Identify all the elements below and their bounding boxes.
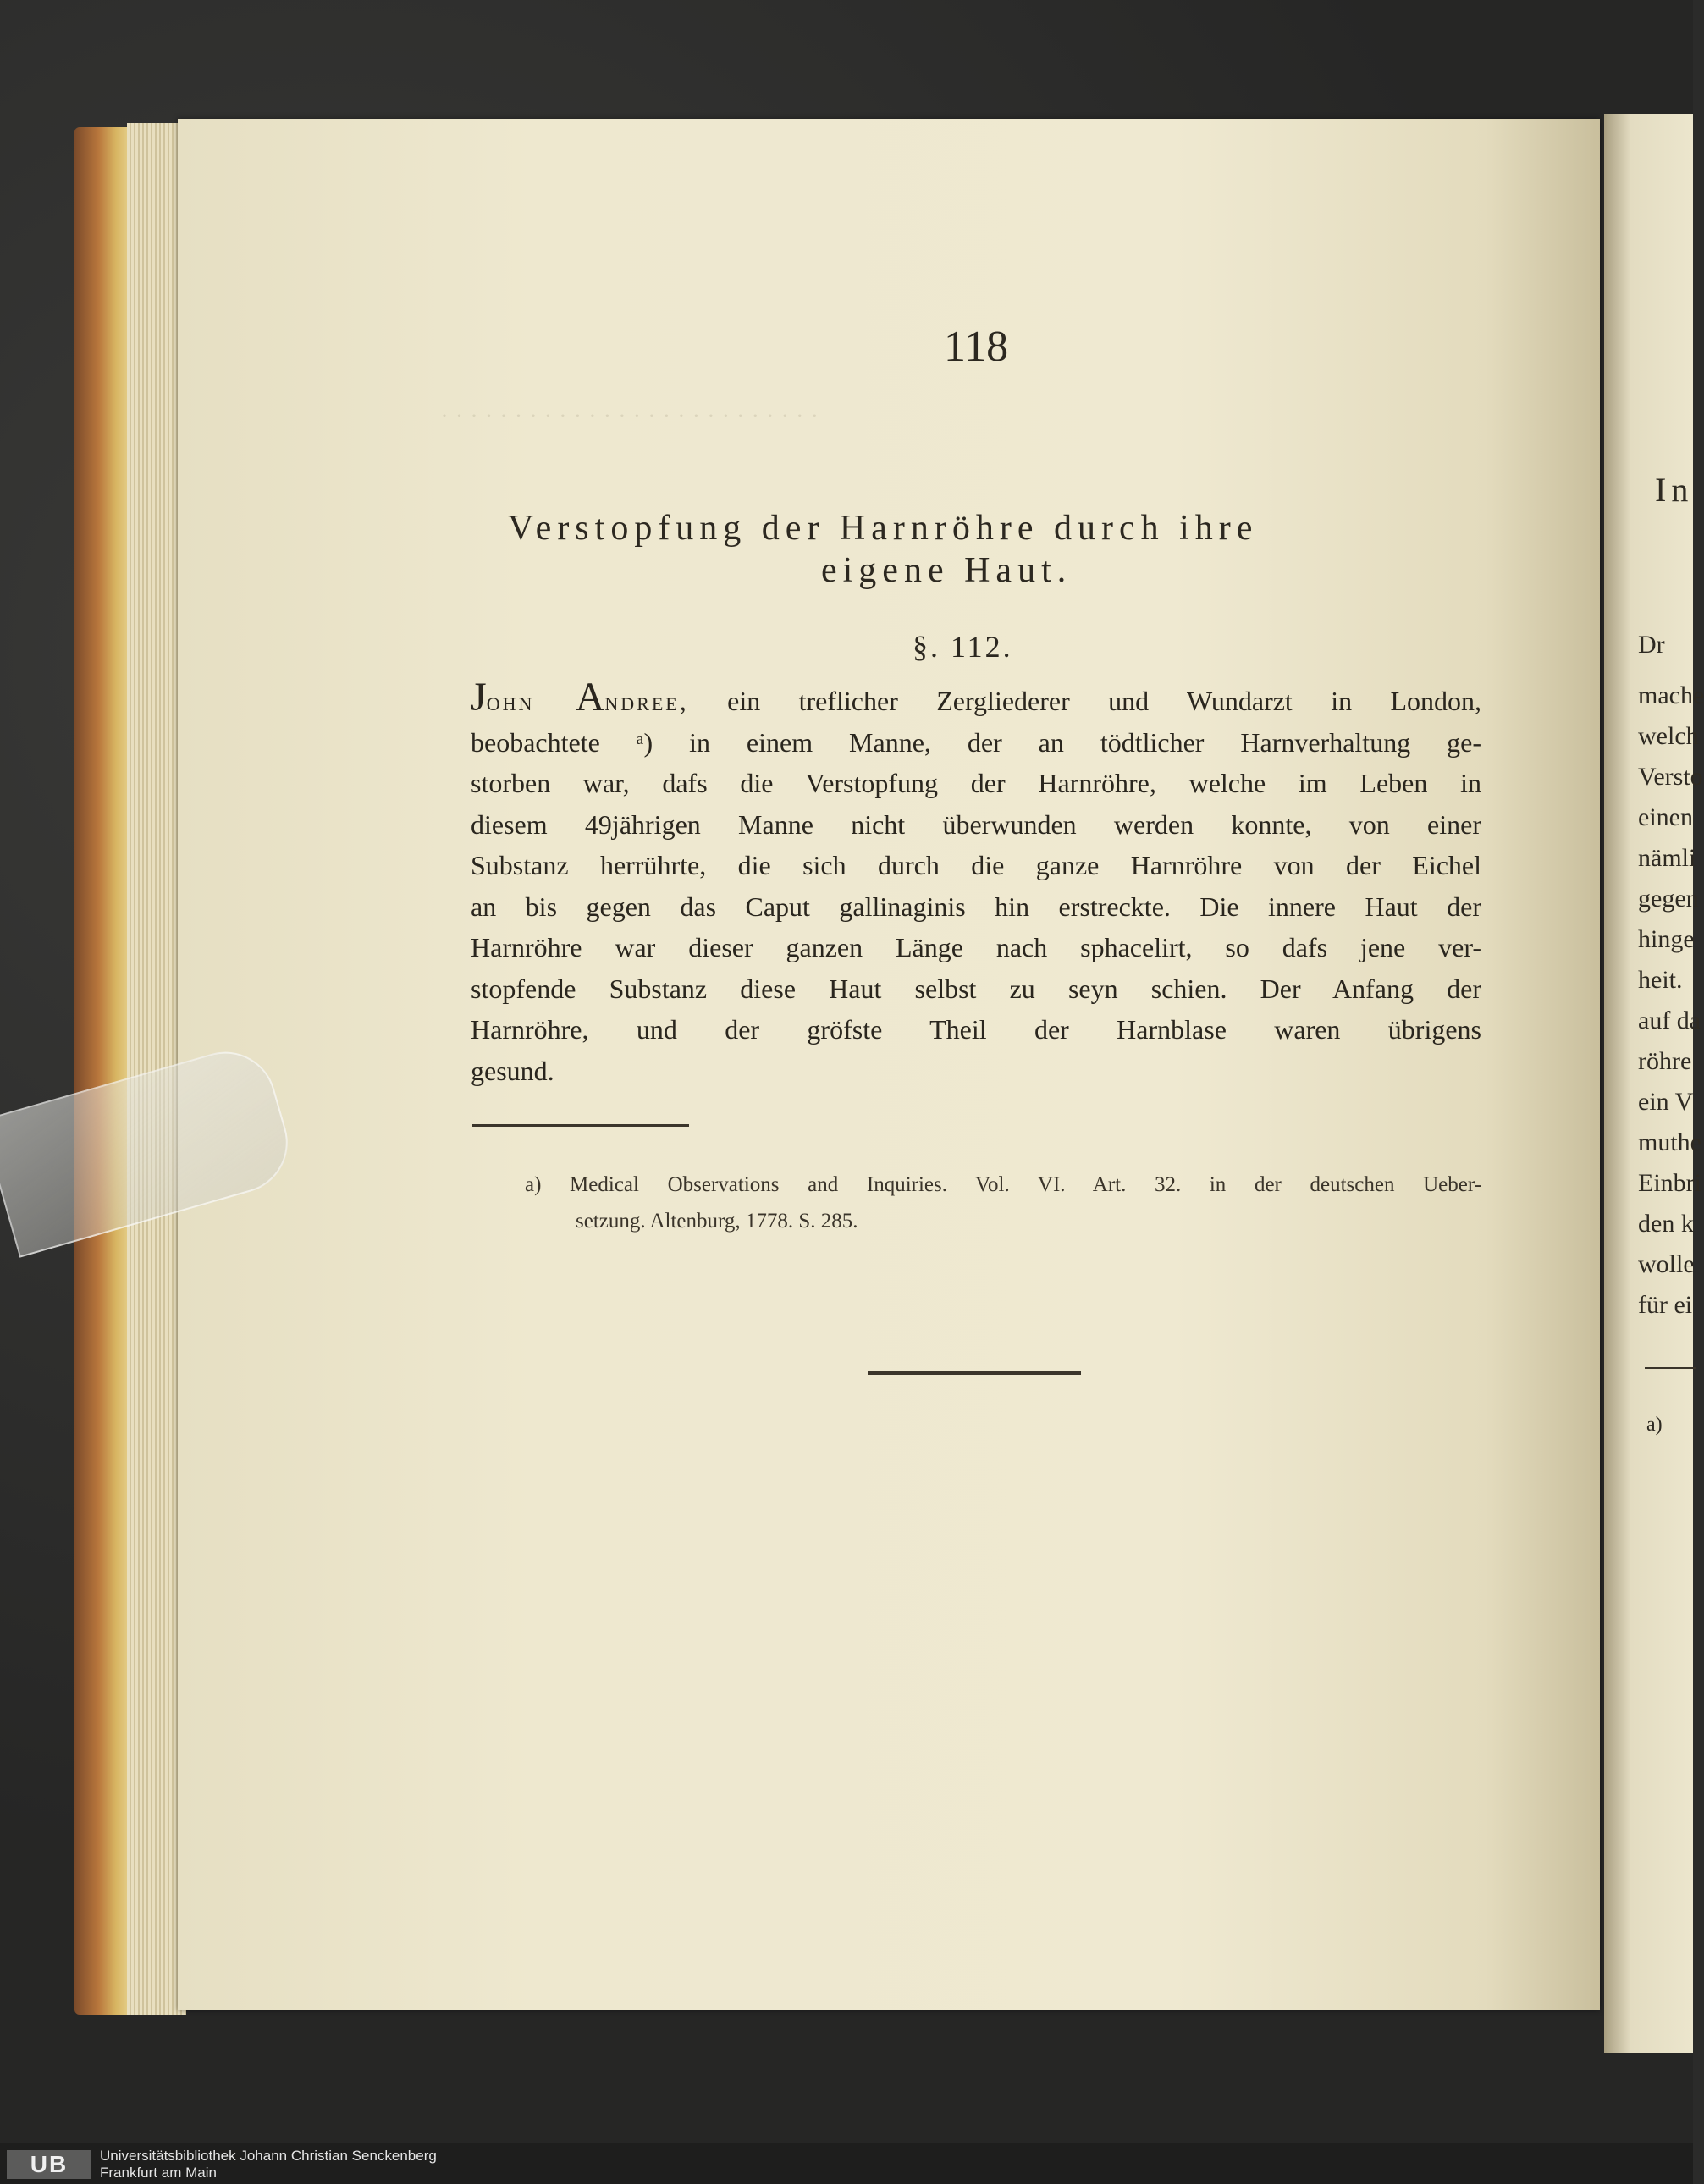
library-name bbox=[100, 2148, 437, 2181]
facing-page-line: ein V bbox=[1638, 1088, 1694, 1116]
chapter-title-line-2: eigene Haut. bbox=[821, 551, 1073, 590]
library-logo: UB bbox=[7, 2150, 91, 2179]
library-name-line-1: Universitätsbibliothek Johann Christian Senckenberg bbox=[100, 2148, 437, 2164]
author-name: John Andree, bbox=[471, 675, 689, 720]
facing-page-line: Versto bbox=[1638, 763, 1703, 791]
body-line: John Andree, ein treflicher Zergliederer und Wundarzt in London, bbox=[471, 675, 1482, 720]
library-name-line-2: Frankfurt am Main bbox=[100, 2165, 217, 2181]
facing-page-line: einen bbox=[1638, 803, 1693, 831]
footnote-rule bbox=[472, 1124, 689, 1127]
body-line: Harnröhre, und der gröfste Theil der Harnblase waren übrigens bbox=[471, 1014, 1481, 1045]
facing-page-line: Dr bbox=[1638, 631, 1665, 659]
body-line: diesem 49jährigen Manne nicht überwunden werden konnte, von einer bbox=[471, 808, 1481, 840]
end-rule bbox=[868, 1371, 1081, 1375]
facing-page-line: den k bbox=[1638, 1210, 1694, 1238]
body-line: stopfende Substanz diese Haut selbst zu seyn schien. Der Anfang der bbox=[471, 973, 1481, 1004]
body-line: beobachtete ᵃ) in einem Manne, der an tödtlicher Harnverhaltung ge- bbox=[471, 726, 1481, 758]
facing-page-line: welch bbox=[1638, 722, 1699, 750]
body-line: Harnröhre war dieser ganzen Länge nach sphacelirt, so dafs jene ver- bbox=[471, 932, 1481, 962]
book-binding bbox=[74, 127, 134, 2015]
facing-page-line: nämli bbox=[1638, 844, 1696, 872]
body-line: gesund. bbox=[471, 1055, 554, 1086]
facing-page-line: wolle bbox=[1638, 1250, 1695, 1278]
show-through-text: · · · · · · · · · · · · · · · · · · · · · · · · · · bbox=[440, 402, 819, 430]
section-number: §. 112. bbox=[913, 630, 1013, 664]
facing-page-line: für ei bbox=[1638, 1291, 1693, 1319]
facing-page-rule bbox=[1645, 1367, 1696, 1369]
chapter-title-line-1: Verstopfung der Harnröhre durch ihre bbox=[508, 509, 1259, 548]
facing-page-line: mache bbox=[1638, 681, 1704, 709]
facing-page-heading: In bbox=[1655, 471, 1694, 509]
facing-page-line: Einbri bbox=[1638, 1169, 1701, 1197]
facing-page-line: gegen bbox=[1638, 885, 1699, 913]
body-paragraph bbox=[471, 677, 1481, 1091]
footnote bbox=[525, 1166, 1481, 1239]
facing-page-line: muthe bbox=[1638, 1128, 1701, 1156]
facing-page-line: heit. bbox=[1638, 966, 1683, 994]
body-line: Substanz herrührte, die sich durch die ganze Harnröhre von der Eichel bbox=[471, 850, 1481, 880]
facing-page-line: röhre bbox=[1638, 1047, 1692, 1075]
page-number: 118 bbox=[944, 323, 1009, 371]
facing-page bbox=[1604, 114, 1704, 2053]
facing-page-line: hinge bbox=[1638, 925, 1695, 953]
body-line: an bis gegen das Caput gallinaginis hin erstreckte. Die innere Haut der bbox=[471, 891, 1481, 922]
facing-page-line: auf da bbox=[1638, 1007, 1701, 1034]
body-line: storben war, dafs die Verstopfung der Harnröhre, welche im Leben in bbox=[471, 768, 1481, 798]
facing-page-line: a) bbox=[1646, 1414, 1663, 1436]
footnote-line: a) Medical Observations and Inquiries. Vol. VI. Art. 32. in der deutschen Ueber- bbox=[525, 1173, 1481, 1196]
footnote-line: setzung. Altenburg, 1778. S. 285. bbox=[576, 1210, 858, 1233]
